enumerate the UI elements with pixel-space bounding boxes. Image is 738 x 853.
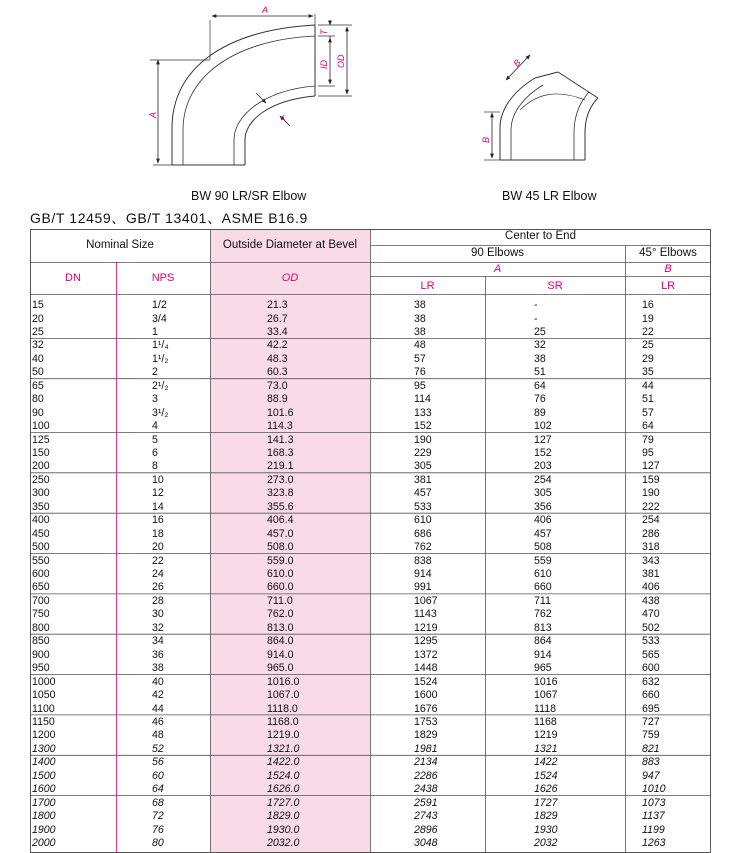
cell-od: 965.0 [267,662,294,675]
header-b: B [664,263,672,275]
cell-lr45: 632 [642,675,660,688]
cell-dn: 80 [32,393,44,406]
label-t-wall: T [278,113,290,125]
cell-lr: 1448 [414,662,438,675]
cell-dn: 750 [32,608,50,621]
cell-sr: 864 [534,635,552,648]
cell-od: 813.0 [267,621,294,634]
cell-sr: 508 [534,541,552,554]
cell-lr45: 190 [642,487,660,500]
cell-nps: 60 [152,769,164,782]
cell-lr: 1143 [414,608,437,621]
cell-nps: 4 [152,420,158,432]
cell-sr: 356 [534,500,552,513]
header-od: OD [281,272,299,284]
cell-lr45: 821 [642,742,660,755]
cell-lr: 2134 [414,756,438,769]
cell-nps: 32 [152,621,164,634]
cell-od: 1219.0 [267,729,300,742]
header-nps: NPS [151,272,175,284]
cell-lr45: 1010 [642,783,666,796]
cell-nps: 72 [152,810,164,823]
cell-dn: 1100 [32,702,55,715]
cell-dn: 1800 [32,810,56,823]
cell-od: 1422.0 [267,756,300,769]
cell-dn: 1500 [32,769,56,782]
label-id: ID [319,60,329,69]
cell-lr45: 318 [642,541,660,554]
cell-nps: 1¹/₂ [152,352,169,365]
cell-od: 1930.0 [267,823,300,836]
cell-sr: 1524 [534,769,558,782]
cell-od: 355.6 [267,500,294,513]
cell-lr: 38 [414,312,426,325]
cell-od: 323.8 [267,487,294,500]
cell-od: 60.3 [267,366,288,379]
cell-nps: 46 [152,715,164,728]
label-a-top: A [262,5,269,15]
cell-lr45: 759 [642,729,660,742]
cell-dn: 100 [32,420,50,432]
cell-nps: 6 [152,446,158,459]
cell-sr: 152 [534,446,552,459]
cell-lr: 229 [414,446,432,459]
elbow-drawings [0,0,738,210]
cell-od: 1168.0 [267,715,299,728]
cell-sr: 1626 [534,783,558,796]
cell-od: 21.3 [267,299,288,311]
cell-lr: 3048 [414,837,438,849]
elbow-90-drawing [150,14,352,165]
cell-od: 88.9 [267,393,288,406]
cell-nps: 18 [152,527,164,540]
cell-sr: - [534,299,538,311]
cell-lr45: 695 [642,702,660,715]
cell-dn: 1000 [32,675,56,688]
cell-nps: 42 [152,689,164,701]
cell-nps: 1¹/₄ [152,339,169,352]
cell-lr: 305 [414,460,432,473]
cell-lr: 38 [414,299,426,311]
cell-nps: 2 [152,366,158,379]
cell-lr: 991 [414,581,432,594]
cell-dn: 125 [32,433,50,446]
header-45-elbows: 45° Elbows [639,247,697,259]
cell-nps: 3 [152,393,158,406]
cell-nps: 34 [152,635,164,648]
cell-nps: 52 [152,742,164,755]
cell-lr: 533 [414,500,432,513]
cell-lr45: 286 [642,527,660,540]
cell-dn: 1600 [32,783,56,796]
cell-sr: 25 [534,325,546,338]
cell-sr: 660 [534,581,552,594]
cell-nps: 10 [152,473,164,486]
cell-sr: 1067 [534,689,558,701]
cell-dn: 550 [32,554,50,567]
label-b-top: B [511,57,523,69]
cell-nps: 40 [152,675,164,688]
cell-lr: 114 [414,393,431,406]
elbow-45-drawing [484,55,598,160]
cell-lr: 2743 [414,810,438,823]
header-outside-diameter: Outside Diameter at Bevel [222,239,358,251]
label-a-side: A [148,111,158,118]
cell-sr: 610 [534,568,552,580]
cell-lr45: 502 [642,621,660,634]
cell-dn: 850 [32,635,50,648]
cell-lr: 914 [414,568,432,580]
cell-dn: 50 [32,366,44,379]
cell-sr: 1016 [534,675,558,688]
cell-lr45: 381 [642,568,660,580]
cell-sr: 1168 [534,715,557,728]
cell-lr: 1829 [414,729,438,742]
cell-nps: 80 [152,837,164,849]
cell-sr: 762 [534,608,552,621]
cell-od: 406.4 [267,514,294,527]
cell-sr: 2032 [534,837,558,849]
header-nominal-size: Nominal Size [86,239,154,251]
cell-nps: 12 [152,487,164,500]
caption-45-elbow: BW 45 LR Elbow [502,189,597,203]
cell-od: 559.0 [267,554,294,567]
cell-lr45: 35 [642,366,654,379]
cell-lr: 95 [414,379,426,392]
cell-dn: 1900 [32,823,56,836]
cell-lr: 686 [414,527,432,540]
cell-sr: 1930 [534,823,558,836]
cell-dn: 40 [32,352,44,365]
cell-nps: 3¹/₂ [152,406,169,419]
cell-lr: 133 [414,406,432,419]
cell-nps: 2¹/₂ [152,379,169,392]
cell-lr45: 1263 [642,837,666,849]
cell-lr45: 438 [642,594,660,607]
header-lr: LR [420,280,435,292]
cell-lr: 610 [414,514,432,527]
cell-sr: 914 [534,648,552,661]
cell-nps: 1/2 [152,299,167,311]
cell-dn: 200 [32,460,50,473]
cell-lr: 1219 [414,621,438,634]
cell-nps: 30 [152,608,164,621]
cell-lr45: 29 [642,352,654,365]
cell-lr45: 95 [642,446,654,459]
cell-lr: 38 [414,325,426,338]
cell-lr45: 159 [642,473,660,486]
cell-lr45: 660 [642,689,660,701]
cell-sr: 965 [534,662,552,675]
cell-sr: 1219 [534,729,558,742]
cell-nps: 3/4 [152,312,167,325]
cell-od: 1016.0 [267,675,300,688]
cell-nps: 76 [152,823,164,836]
cell-sr: 1321 [534,742,558,755]
cell-nps: 14 [152,500,164,513]
cell-od: 42.2 [267,339,288,352]
cell-lr: 1067 [414,594,438,607]
cell-nps: 8 [152,460,158,473]
cell-dn: 800 [32,621,50,634]
cell-lr: 1372 [414,648,438,661]
header-center-to-end: Center to End [505,230,576,242]
cell-lr45: 883 [642,756,660,769]
cell-dn: 250 [32,473,50,486]
cell-nps: 1 [152,325,158,338]
cell-nps: 48 [152,729,164,742]
cell-sr: 457 [534,527,552,540]
cell-nps: 24 [152,568,164,580]
cell-od: 508.0 [267,541,294,554]
cell-dn: 1700 [32,796,56,809]
cell-sr: 51 [534,366,546,379]
cell-od: 219.1 [267,460,294,473]
cell-lr: 2591 [414,796,438,809]
cell-sr: 38 [534,352,546,365]
cell-lr45: 600 [642,662,660,675]
cell-dn: 650 [32,581,50,594]
cell-lr: 457 [414,487,432,500]
cell-od: 457.0 [267,527,294,540]
cell-dn: 350 [32,500,50,513]
cell-sr: 813 [534,621,552,634]
cell-dn: 300 [32,487,50,500]
cell-lr45: 64 [642,420,654,432]
cell-lr: 1600 [414,689,438,701]
cell-sr: 254 [534,473,552,486]
cell-od: 2032.0 [267,837,300,849]
cell-nps: 64 [152,783,164,796]
cell-lr: 1295 [414,635,438,648]
label-b-side: B [481,136,491,143]
cell-nps: 68 [152,796,164,809]
cell-sr: - [534,312,538,325]
cell-lr45: 22 [642,325,654,338]
cell-sr: 32 [534,339,546,352]
cell-nps: 56 [152,756,164,769]
cell-lr: 190 [414,433,432,446]
cell-od: 762.0 [267,608,294,621]
cell-lr45: 727 [642,715,660,728]
cell-od: 610.0 [267,568,294,580]
standards-line: GB/T 12459、GB/T 13401、ASME B16.9 [30,210,308,226]
header-lr-45: LR [660,280,676,292]
cell-od: 1321.0 [267,742,300,755]
cell-nps: 16 [152,514,164,527]
cell-od: 1829.0 [267,810,300,823]
cell-sr: 1422 [534,756,558,769]
cell-od: 73.0 [267,379,288,392]
dimensions-table [30,229,711,853]
cell-sr: 711 [534,594,551,607]
cell-nps: 5 [152,433,158,446]
cell-lr45: 25 [642,339,654,352]
cell-dn: 1050 [32,689,56,701]
cell-lr: 381 [414,473,432,486]
cell-od: 1524.0 [267,769,300,782]
cell-lr45: 947 [642,769,660,782]
label-t-top: T [319,29,329,35]
cell-nps: 28 [152,594,164,607]
cell-dn: 15 [32,299,44,311]
cell-nps: 44 [152,702,164,715]
cell-dn: 400 [32,514,50,527]
cell-sr: 406 [534,514,552,527]
caption-90-elbow: BW 90 LR/SR Elbow [191,189,307,203]
cell-od: 114.3 [267,420,293,432]
cell-lr45: 1199 [642,823,665,836]
cell-dn: 1400 [32,756,56,769]
cell-sr: 64 [534,379,546,392]
cell-lr45: 222 [642,500,660,513]
cell-od: 660.0 [267,581,294,594]
cell-od: 26.7 [267,312,288,325]
cell-lr: 838 [414,554,432,567]
cell-sr: 1118 [534,702,556,715]
cell-od: 33.4 [267,325,288,338]
cell-lr45: 565 [642,648,660,661]
cell-dn: 2000 [32,837,56,849]
cell-dn: 1150 [32,715,55,728]
cell-lr: 1524 [414,675,438,688]
cell-dn: 950 [32,662,50,675]
cell-lr45: 19 [642,312,654,325]
header-sr: SR [547,280,563,292]
cell-dn: 20 [32,312,44,325]
cell-nps: 38 [152,662,164,675]
header-dn: DN [65,272,81,284]
cell-dn: 32 [32,339,44,352]
cell-dn: 25 [32,325,44,338]
cell-dn: 1200 [32,729,56,742]
cell-sr: 89 [534,406,546,419]
cell-od: 1727.0 [267,796,300,809]
cell-nps: 22 [152,554,164,567]
cell-nps: 20 [152,541,164,554]
cell-lr: 2438 [414,783,438,796]
table-grid [30,229,711,853]
cell-nps: 26 [152,581,164,594]
cell-dn: 500 [32,541,50,554]
cell-od: 168.3 [267,446,294,459]
cell-lr45: 57 [642,406,654,419]
cell-od: 711.0 [267,594,293,607]
cell-lr45: 127 [642,460,660,473]
cell-od: 1626.0 [267,783,300,796]
cell-od: 1118.0 [267,702,298,715]
cell-od: 914.0 [267,648,294,661]
cell-lr: 152 [414,420,432,432]
cell-sr: 203 [534,460,552,473]
cell-nps: 36 [152,648,164,661]
cell-dn: 450 [32,527,50,540]
cell-lr: 48 [414,339,426,352]
cell-sr: 1829 [534,810,558,823]
cell-lr: 2896 [414,823,438,836]
cell-dn: 900 [32,648,50,661]
cell-lr45: 44 [642,379,654,392]
cell-lr: 57 [414,352,426,365]
cell-lr45: 254 [642,514,660,527]
cell-lr: 76 [414,366,426,379]
cell-lr: 762 [414,541,432,554]
cell-od: 864.0 [267,635,294,648]
cell-lr45: 470 [642,608,660,621]
cell-dn: 600 [32,568,50,580]
cell-lr: 1981 [414,742,438,755]
cell-sr: 127 [534,433,552,446]
cell-od: 141.3 [267,433,294,446]
cell-dn: 700 [32,594,50,607]
cell-sr: 1727 [534,796,558,809]
cell-dn: 1300 [32,742,56,755]
cell-lr45: 406 [642,581,660,594]
cell-sr: 102 [534,420,552,432]
cell-lr45: 533 [642,635,660,648]
cell-od: 48.3 [267,352,288,365]
cell-dn: 65 [32,379,44,392]
cell-lr45: 79 [642,433,654,446]
header-90-elbows: 90 Elbows [470,247,525,259]
label-od: OD [336,54,346,68]
cell-lr45: 16 [642,299,654,311]
cell-sr: 76 [534,393,546,406]
cell-od: 273.0 [267,473,294,486]
cell-lr45: 343 [642,554,660,567]
cell-lr: 1676 [414,702,438,715]
cell-lr: 1753 [414,715,438,728]
cell-od: 1067.0 [267,689,300,701]
cell-lr45: 1137 [642,810,665,823]
cell-sr: 305 [534,487,552,500]
cell-od: 101.6 [267,406,294,419]
cell-dn: 90 [32,406,44,419]
cell-sr: 559 [534,554,552,567]
cell-lr45: 51 [642,393,654,406]
cell-lr45: 1073 [642,796,666,809]
header-a: A [493,263,502,275]
cell-lr: 2286 [414,769,438,782]
cell-dn: 150 [32,446,50,459]
